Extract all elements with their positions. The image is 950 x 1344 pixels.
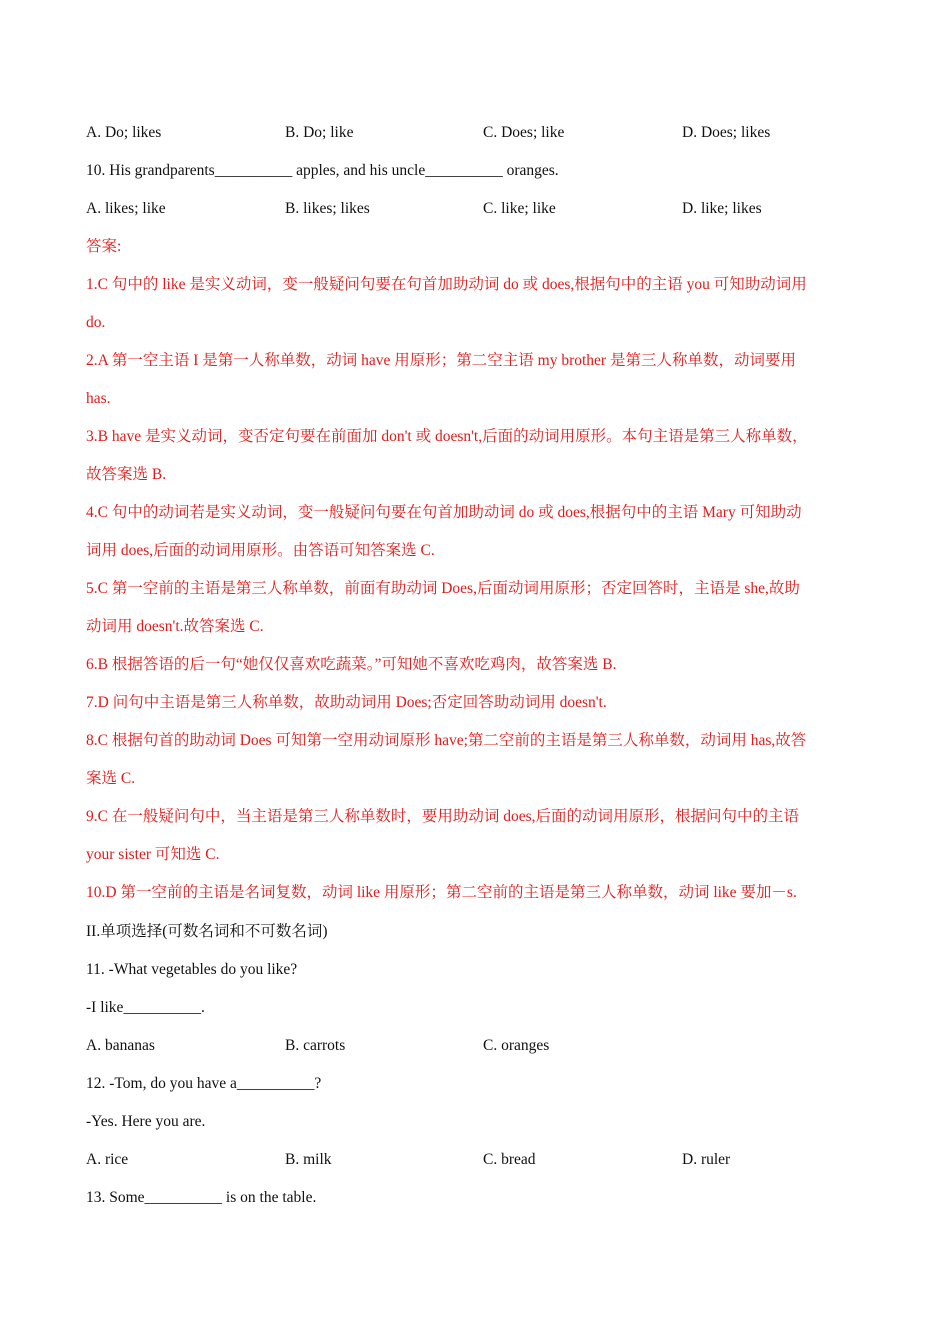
q9-option-d[interactable]: D. Does; likes (682, 124, 771, 141)
answer-line: 动词用 doesn't.故答案选 C. (86, 618, 264, 635)
answer-line: do. (86, 314, 106, 331)
q9-option-a[interactable]: A. Do; likes (86, 124, 162, 141)
answer-line: 词用 does,后面的动词用原形。由答语可知答案选 C. (86, 542, 435, 559)
answer-line: 故答案选 B. (86, 466, 167, 483)
q9-option-b[interactable]: B. Do; like (285, 124, 354, 141)
answer-line: 10.D 第一空前的主语是名词复数，动词 like 用原形；第二空前的主语是第三人称单数，动词 like 要加－s. (86, 884, 797, 901)
q11-reply: -I like__________. (86, 999, 205, 1016)
answer-line: your sister 可知选 C. (86, 846, 220, 863)
q10-option-b[interactable]: B. likes; likes (285, 200, 370, 217)
q12-option-d[interactable]: D. ruler (682, 1151, 731, 1168)
q12-option-b[interactable]: B. milk (285, 1151, 332, 1168)
answer-line: 9.C 在一般疑问句中，当主语是第三人称单数时，要用助动词 does,后面的动词用原形，根据问句中的主语 (86, 808, 800, 825)
q11-options (86, 1036, 886, 1056)
q10-option-a[interactable]: A. likes; like (86, 200, 166, 217)
answer-line: 6.B 根据答语的后一句“她仅仅喜欢吃蔬菜。”可知她不喜欢吃鸡肉，故答案选 B. (86, 656, 617, 673)
q10-option-d[interactable]: D. like; likes (682, 200, 762, 217)
answer-line: 8.C 根据句首的助动词 Does 可知第一空用动词原形 have;第二空前的主语是第三人称单数，动词用 has,故答 (86, 732, 807, 749)
answer-line: 案选 C. (86, 770, 136, 787)
q13-question: 13. Some__________ is on the table. (86, 1189, 317, 1206)
answer-line: 5.C 第一空前的主语是第三人称单数，前面有助动词 Does,后面动词用原形；否定回答时，主语是 she,故助 (86, 580, 800, 597)
q11-option-a[interactable]: A. bananas (86, 1037, 155, 1054)
q11-option-c[interactable]: C. oranges (483, 1037, 550, 1054)
answer-line: 3.B have 是实义动词，变否定句要在前面加 don't 或 doesn't,后面的动词用原形。本句主语是第三人称单数， (86, 428, 808, 445)
q12-question: 12. -Tom, do you have a__________? (86, 1075, 322, 1092)
q11-question: 11. -What vegetables do you like? (86, 961, 298, 978)
answers-heading: 答案: (86, 238, 122, 255)
answer-line: 1.C 句中的 like 是实义动词，变一般疑问句要在句首加助动词 do 或 does,根据句中的主语 you 可知助动词用 (86, 276, 807, 293)
q12-option-a[interactable]: A. rice (86, 1151, 129, 1168)
q9-options (86, 123, 886, 143)
q12-options (86, 1150, 886, 1170)
answer-line: 7.D 问句中主语是第三人称单数，故助动词用 Does;否定回答助动词用 doesn't. (86, 694, 607, 711)
q12-reply: -Yes. Here you are. (86, 1113, 206, 1130)
section-title: II.单项选择(可数名词和不可数名词) (86, 923, 328, 940)
q10-stem: 10. His grandparents__________ apples, and his uncle__________ oranges. (86, 162, 559, 179)
q10-option-c[interactable]: C. like; like (483, 200, 556, 217)
answer-line: has. (86, 390, 111, 407)
q9-option-c[interactable]: C. Does; like (483, 124, 565, 141)
q12-option-c[interactable]: C. bread (483, 1151, 536, 1168)
q11-option-b[interactable]: B. carrots (285, 1037, 346, 1054)
answer-line: 2.A 第一空主语 I 是第一人称单数，动词 have 用原形；第二空主语 my brother 是第三人称单数，动词要用 (86, 352, 796, 369)
answer-line: 4.C 句中的动词若是实义动词，变一般疑问句要在句首加助动词 do 或 does,根据句中的主语 Mary 可知助动 (86, 504, 802, 521)
q10-options (86, 199, 886, 219)
